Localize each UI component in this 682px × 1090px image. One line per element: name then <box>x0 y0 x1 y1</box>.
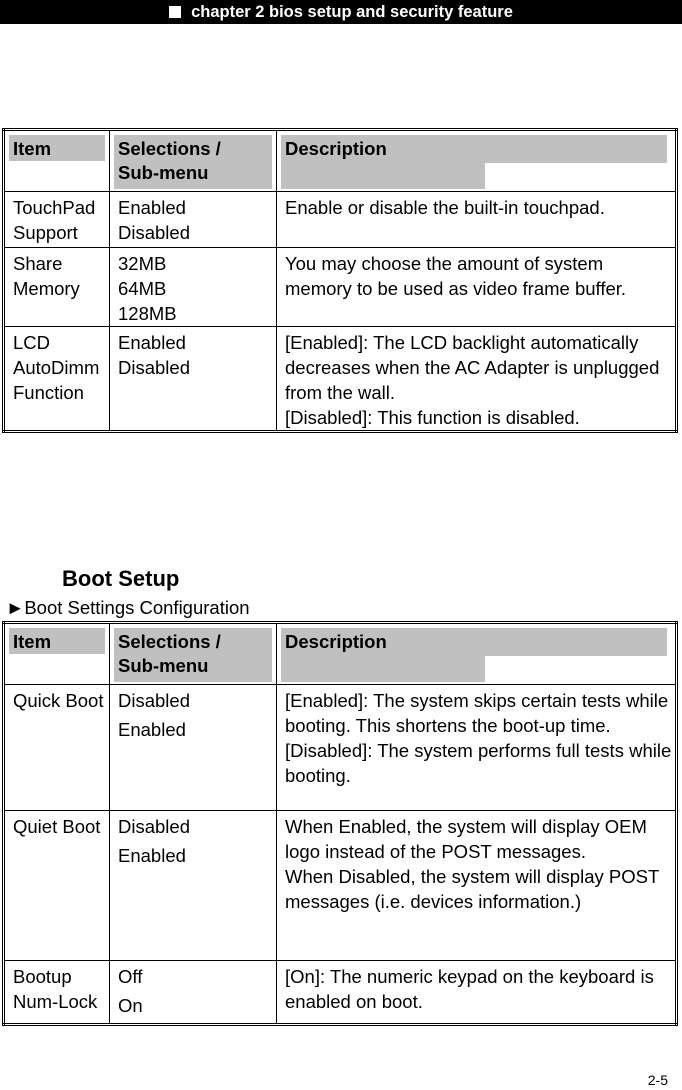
table-row <box>4 327 677 432</box>
description-cell: You may choose the amount of system memory to be used as video frame buffer. <box>277 248 677 327</box>
arrow-right-icon: ► <box>6 597 25 618</box>
item-cell: TouchPad Support <box>4 192 110 248</box>
table-row <box>4 192 677 248</box>
header-selections: Selections / Sub-menu <box>110 623 277 685</box>
description-cell: When Enabled, the system will display OEM logo instead of the POST messages. When Disabled, the system will display POST messages (i.e. devices information.) <box>277 811 677 961</box>
item-cell: Share Memory <box>4 248 110 327</box>
table-header-row <box>4 130 677 192</box>
selections-cell: 32MB 64MB 128MB <box>110 248 277 327</box>
item-cell: LCD AutoDimm Function <box>4 327 110 432</box>
page-number: 2-5 <box>647 1072 668 1088</box>
header-item: Item <box>4 130 110 192</box>
selections-cell: Disabled Enabled <box>110 811 277 961</box>
header-description: Description <box>277 623 677 685</box>
section-title: Boot Setup <box>62 566 180 591</box>
description-cell: [Enabled]: The LCD backlight automatically decreases when the AC Adapter is unplugged from the wall. [Disabled]: This function is disabled. <box>277 327 677 432</box>
header-description: Description <box>277 130 677 192</box>
selections-cell: Off On <box>110 961 277 1025</box>
description-cell: Enable or disable the built-in touchpad. <box>277 192 677 248</box>
bios-settings-table-2 <box>2 621 678 1026</box>
table-row <box>4 685 677 811</box>
table-row <box>4 248 677 327</box>
selections-cell: Enabled Disabled <box>110 192 277 248</box>
selections-cell: Enabled Disabled <box>110 327 277 432</box>
chapter-header <box>0 0 682 24</box>
table-header-row <box>4 623 677 685</box>
item-cell: Quiet Boot <box>4 811 110 961</box>
item-cell: Quick Boot <box>4 685 110 811</box>
item-cell: Bootup Num-Lock <box>4 961 110 1025</box>
table-row <box>4 961 677 1025</box>
table-row <box>4 811 677 961</box>
bios-settings-table-1 <box>2 128 678 433</box>
description-cell: [On]: The numeric keypad on the keyboard is enabled on boot. <box>277 961 677 1025</box>
description-cell: [Enabled]: The system skips certain tests while booting. This shortens the boot-up time. [Disabled]: The system performs full tests while booting. <box>277 685 677 811</box>
section-subtitle: ►Boot Settings Configuration <box>6 597 250 618</box>
selections-cell: Disabled Enabled <box>110 685 277 811</box>
chapter-title: chapter 2 bios setup and security feature <box>191 3 513 21</box>
header-item: Item <box>4 623 110 685</box>
header-selections: Selections / Sub-menu <box>110 130 277 192</box>
square-bullet-icon <box>169 6 181 18</box>
